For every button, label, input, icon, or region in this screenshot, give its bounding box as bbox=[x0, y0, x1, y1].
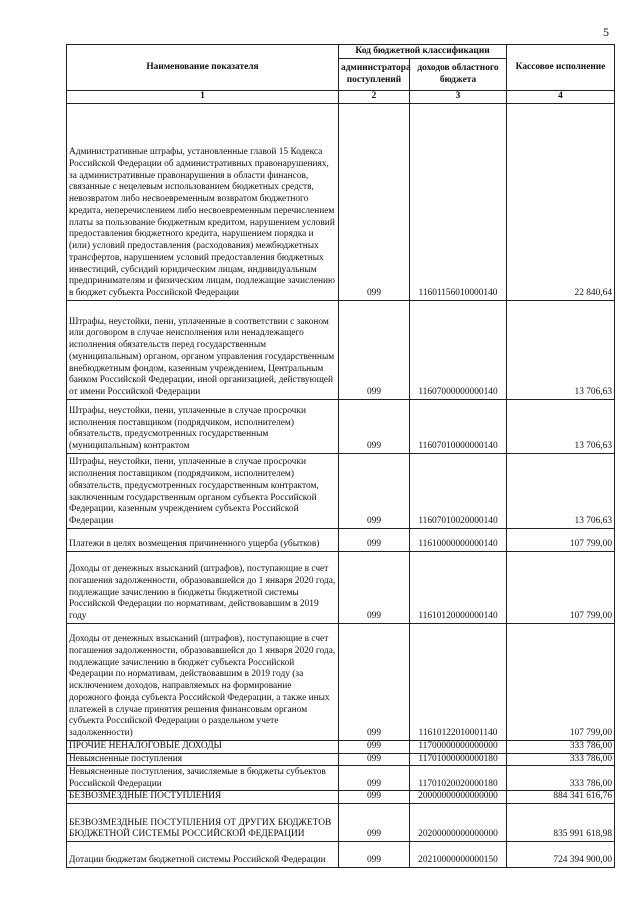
row-amount: 835 991 618,98 bbox=[507, 804, 615, 842]
row-income-code: 11601156010000140 bbox=[410, 103, 507, 300]
row-name: Невыясненные поступления, зачисляемые в бюджеты субъектов Российской Федерации bbox=[67, 766, 339, 791]
row-admin-code: 099 bbox=[339, 528, 410, 551]
row-amount: 724 394 900,00 bbox=[507, 842, 615, 868]
row-income-code: 11610122010001140 bbox=[410, 623, 507, 740]
table-row bbox=[67, 753, 615, 766]
row-income-code: 11701000000000180 bbox=[410, 753, 507, 766]
row-income-code: 11700000000000000 bbox=[410, 740, 507, 753]
table-row bbox=[67, 528, 615, 551]
table-row bbox=[67, 300, 615, 399]
row-amount: 13 706,63 bbox=[507, 399, 615, 453]
row-name: БЕЗВОЗМЕЗДНЫЕ ПОСТУПЛЕНИЯ bbox=[67, 791, 339, 804]
row-name: ПРОЧИЕ НЕНАЛОГОВЫЕ ДОХОДЫ bbox=[67, 740, 339, 753]
header-admin: администратора поступлений bbox=[339, 59, 410, 91]
row-name: Штрафы, неустойки, пени, уплаченные в соответствии с законом или договором в случае неисполнения или ненадлежащего исполнения обязательств перед государственным (муниципальным) органом, органом управления государственным внебюджетным фондом, казенным учреждением, Центральным банком Российской Федерации, иной организацией, действующей от имени Российской Федерации bbox=[67, 300, 339, 399]
row-admin-code: 099 bbox=[339, 551, 410, 623]
row-admin-code: 099 bbox=[339, 791, 410, 804]
row-name: Штрафы, неустойки, пени, уплаченные в случае просрочки исполнения поставщиком (подрядчиком, исполнителем) обязательств, предусмотренных государственным контрактом, заключенным государственным органом субъекта Российской Федерации, казенным учреждением субъекта Российской Федерации bbox=[67, 453, 339, 528]
row-income-code: 20210000000000150 bbox=[410, 842, 507, 868]
table-row bbox=[67, 791, 615, 804]
row-name: Доходы от денежных взысканий (штрафов), поступающие в счет погашения задолженности, образовавшейся до 1 января 2020 года, подлежащие зачислению в бюджеты бюджетной системы Российской Федерации по нормативам, действовавшим в 2019 году bbox=[67, 551, 339, 623]
row-admin-code: 099 bbox=[339, 804, 410, 842]
table-row bbox=[67, 103, 615, 300]
row-income-code: 11607010020000140 bbox=[410, 453, 507, 528]
row-admin-code: 099 bbox=[339, 623, 410, 740]
col-number-4: 4 bbox=[507, 91, 615, 104]
table-row bbox=[67, 623, 615, 740]
row-name: Доходы от денежных взысканий (штрафов), поступающие в счет погашения задолженности, образовавшейся до 1 января 2020 года, подлежащие зачислению в бюджет субъекта Российской Федерации по нормативам, действовавшим в 2019 году (за исключением доходов, направляемых на формирование дорожного фонда субъекта Российской Федерации, а также иных платежей в случае принятия решения финансовым органом субъекта Российской Федерации о раздельном учете задолженности) bbox=[67, 623, 339, 740]
page-number: 5 bbox=[603, 25, 609, 39]
col-number-2: 2 bbox=[339, 91, 410, 104]
header-income: доходов областного бюджета bbox=[410, 59, 507, 91]
row-name: Платежи в целях возмещения причиненного ущерба (убытков) bbox=[67, 528, 339, 551]
row-income-code: 20200000000000000 bbox=[410, 804, 507, 842]
budget-revenue-table bbox=[66, 44, 615, 868]
row-income-code: 11701020020000180 bbox=[410, 766, 507, 791]
row-amount: 884 341 616,76 bbox=[507, 791, 615, 804]
table-row bbox=[67, 399, 615, 453]
header-code-group: Код бюджетной классификации bbox=[339, 45, 507, 59]
row-admin-code: 099 bbox=[339, 766, 410, 791]
row-amount: 333 786,00 bbox=[507, 766, 615, 791]
row-income-code: 11610120000000140 bbox=[410, 551, 507, 623]
row-admin-code: 099 bbox=[339, 399, 410, 453]
row-amount: 107 799,00 bbox=[507, 528, 615, 551]
row-amount: 333 786,00 bbox=[507, 753, 615, 766]
row-admin-code: 099 bbox=[339, 300, 410, 399]
row-income-code: 20000000000000000 bbox=[410, 791, 507, 804]
table-row bbox=[67, 551, 615, 623]
row-income-code: 11607010000000140 bbox=[410, 399, 507, 453]
header-name: Наименование показателя bbox=[67, 45, 339, 91]
row-amount: 13 706,63 bbox=[507, 300, 615, 399]
row-name: Административные штрафы, установленные главой 15 Кодекса Российской Федерации об административных правонарушениях, за административные правонарушения в области финансов, связанные с нецелевым использованием бюджетных средств, невозвратом либо несвоевременным возвратом бюджетного кредита, неперечислением либо несвоевременным перечислением платы за пользование бюджетным кредитом, нарушением условий предоставления бюджетного кредита, нарушением порядка и (или) условий предоставления (расходования) межбюджетных трансфертов, нарушением условий предоставления бюджетных инвестиций, субсидий юридическим лицам, индивидуальным предпринимателям и физическим лицам, подлежащие зачислению в бюджет субъекта Российской Федерации bbox=[67, 103, 339, 300]
row-admin-code: 099 bbox=[339, 453, 410, 528]
row-amount: 13 706,63 bbox=[507, 453, 615, 528]
row-name: БЕЗВОЗМЕЗДНЫЕ ПОСТУПЛЕНИЯ ОТ ДРУГИХ БЮДЖЕТОВ БЮДЖЕТНОЙ СИСТЕМЫ РОССИЙСКОЙ ФЕДЕРАЦИИ bbox=[67, 804, 339, 842]
row-amount: 22 840,64 bbox=[507, 103, 615, 300]
col-number-3: 3 bbox=[410, 91, 507, 104]
table-row bbox=[67, 766, 615, 791]
table-row bbox=[67, 740, 615, 753]
table-row bbox=[67, 842, 615, 868]
row-admin-code: 099 bbox=[339, 103, 410, 300]
row-admin-code: 099 bbox=[339, 753, 410, 766]
row-name: Невыясненные поступления bbox=[67, 753, 339, 766]
header-amount: Кассовое исполнение bbox=[507, 45, 615, 91]
row-admin-code: 099 bbox=[339, 842, 410, 868]
row-amount: 333 786,00 bbox=[507, 740, 615, 753]
row-admin-code: 099 bbox=[339, 740, 410, 753]
row-income-code: 11610000000000140 bbox=[410, 528, 507, 551]
row-amount: 107 799,00 bbox=[507, 623, 615, 740]
table-row bbox=[67, 804, 615, 842]
row-name: Штрафы, неустойки, пени, уплаченные в случае просрочки исполнения поставщиком (подрядчиком, исполнителем) обязательств, предусмотренных государственным (муниципальным) контрактом bbox=[67, 399, 339, 453]
row-name: Дотации бюджетам бюджетной системы Российской Федерации bbox=[67, 842, 339, 868]
row-amount: 107 799,00 bbox=[507, 551, 615, 623]
table-row bbox=[67, 453, 615, 528]
col-number-1: 1 bbox=[67, 91, 339, 104]
row-income-code: 11607000000000140 bbox=[410, 300, 507, 399]
